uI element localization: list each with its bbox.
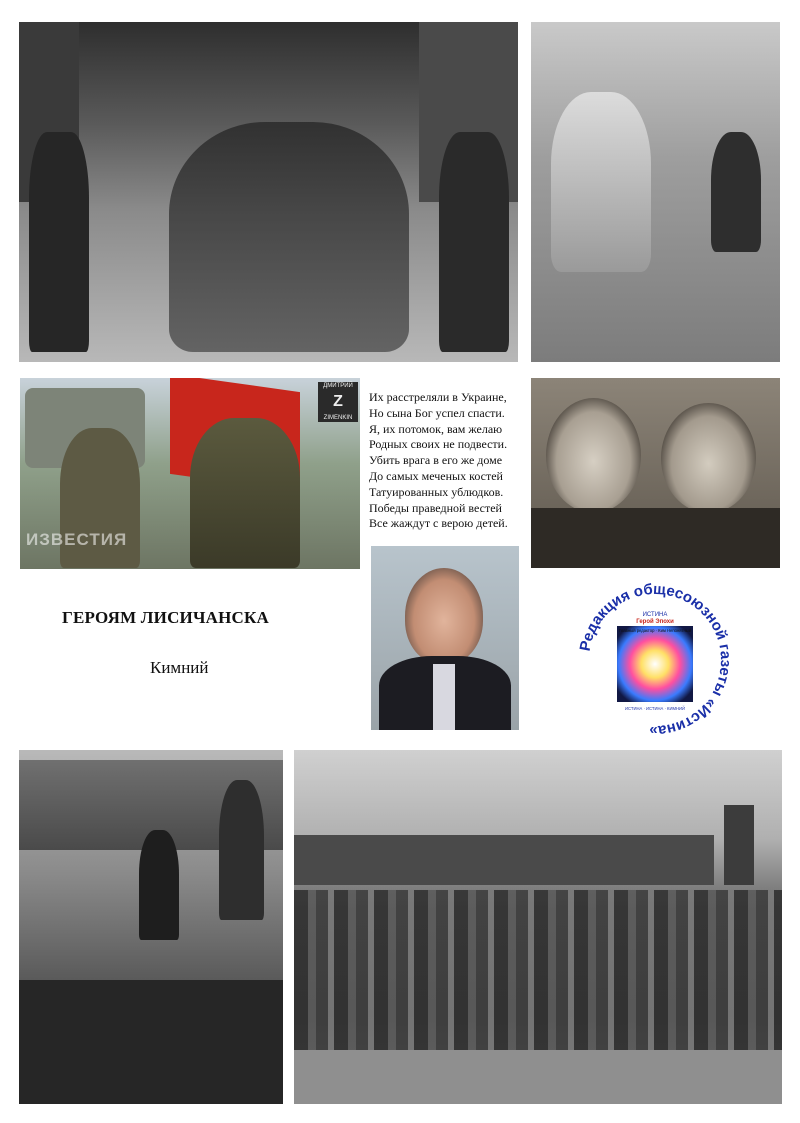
- poem-line: Татуированных ублюдков.: [369, 484, 504, 499]
- zimenkin-top-text: ДМИТРИЙ: [323, 383, 353, 389]
- poem-line: Я, их потомок, вам желаю: [369, 421, 503, 436]
- poem-line: Все жаждут с верою детей.: [369, 516, 508, 531]
- logo-ring-textpath: Редакция общесоюзной газеты «Истина»: [576, 580, 735, 740]
- logo-editor: Главный редактор · Ким Непонятный: [618, 628, 692, 633]
- poem-line: Убить врага в его же доме: [369, 453, 503, 468]
- zimenkin-bottom-text: ZIMENKIN: [323, 415, 353, 421]
- logo-top-small: ИСТИНА: [642, 612, 668, 618]
- zimenkin-logo-letter: Z: [333, 393, 343, 410]
- photo-author-portrait: [371, 546, 519, 730]
- poem-line: Родных своих не подвести.: [369, 437, 508, 452]
- page-title: ГЕРОЯМ ЛИСИЧАНСКА: [62, 608, 270, 627]
- poem: [369, 390, 529, 532]
- poem-line: Победы праведной вестей: [369, 500, 502, 515]
- izvestia-watermark: ИЗВЕСТИЯ: [26, 530, 128, 549]
- photo-camp-arrival: [294, 750, 782, 1104]
- photo-running-woman: [531, 22, 780, 362]
- istina-logo: [575, 580, 735, 740]
- photo-execution-pit: [19, 750, 283, 1104]
- prism-image: [617, 626, 693, 702]
- logo-badge: Герой Эпохи: [636, 619, 674, 625]
- author-name: Кимний: [150, 658, 209, 677]
- poem-line: Их расстреляли в Украине,: [369, 390, 507, 404]
- photo-soldiers-street: [19, 22, 518, 362]
- poem-line: Но сына Бог успел спасти.: [369, 405, 505, 420]
- photo-couple-portrait: [531, 378, 780, 568]
- logo-bottom-small: ИСТИНА · ИСТИНА · КИМНИЙ: [625, 706, 685, 711]
- poem-line: До самых меченых костей: [369, 468, 503, 483]
- zimenkin-watermark: [318, 382, 358, 422]
